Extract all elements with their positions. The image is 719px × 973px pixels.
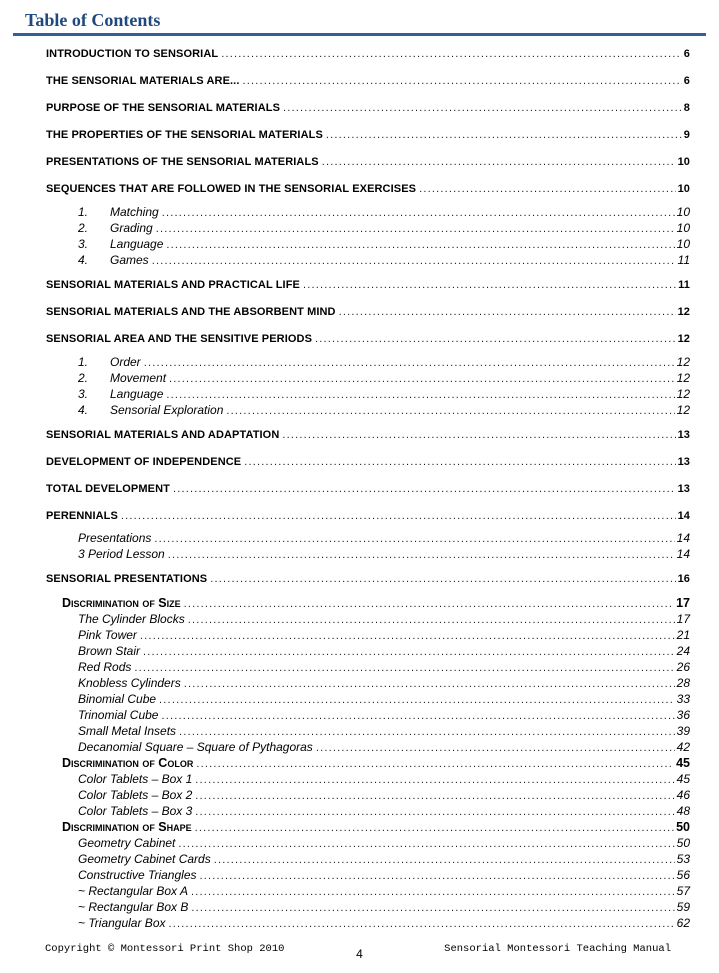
dot-leader — [159, 692, 675, 708]
toc-entry-page: 24 — [676, 644, 690, 658]
toc-entry-page: 6 — [683, 48, 690, 60]
toc-entry-label: Geometry Cabinet Cards — [78, 852, 211, 866]
toc-entry-page: 26 — [676, 660, 690, 674]
toc-entry-label: Discrimination of Color — [62, 756, 194, 770]
dot-leader — [283, 100, 682, 116]
toc-entry-label: Decanomial Square – Square of Pythagoras — [78, 740, 313, 754]
toc-entry-page: 6 — [683, 75, 690, 87]
footer-page-number: 4 — [356, 947, 363, 961]
dot-leader — [196, 756, 674, 772]
toc-entry-page: 42 — [676, 740, 690, 754]
toc-entry[interactable] — [46, 596, 690, 612]
toc-entry-page: 13 — [677, 456, 690, 468]
dot-leader — [134, 660, 674, 676]
toc-entry[interactable] — [46, 884, 690, 900]
toc-entry-page: 14 — [676, 547, 690, 561]
dot-leader — [143, 644, 675, 660]
toc-entry-page: 28 — [676, 676, 690, 690]
toc-entry[interactable] — [46, 403, 690, 419]
dot-leader — [200, 868, 675, 884]
table-of-contents — [46, 46, 690, 932]
toc-entry-label: PURPOSE OF THE SENSORIAL MATERIALS — [46, 102, 281, 114]
toc-entry-label: Grading — [110, 221, 153, 235]
toc-entry-label: Movement — [110, 371, 167, 385]
dot-leader — [169, 371, 675, 387]
toc-entry[interactable] — [46, 221, 690, 237]
toc-entry[interactable] — [46, 628, 690, 644]
toc-entry[interactable] — [46, 100, 690, 116]
toc-entry-page: 13 — [677, 483, 690, 495]
dot-leader — [184, 676, 675, 692]
toc-entry-label: Language — [110, 237, 164, 251]
toc-entry-page: 45 — [676, 756, 690, 770]
dot-leader — [242, 73, 681, 89]
toc-entry-label: SEQUENCES THAT ARE FOLLOWED IN THE SENSORIAL EXERCISES — [46, 183, 417, 195]
toc-entry-page: 17 — [676, 596, 690, 610]
toc-entry[interactable] — [46, 304, 690, 320]
dot-leader — [244, 454, 675, 470]
toc-entry-page: 50 — [676, 836, 690, 850]
toc-entry[interactable] — [46, 820, 690, 836]
toc-entry-label: Sensorial Exploration — [110, 403, 224, 417]
toc-entry-label: Trinomial Cube — [78, 708, 159, 722]
toc-entry-number: 3. — [78, 237, 89, 251]
page-footer — [0, 943, 719, 961]
toc-entry-page: 50 — [676, 820, 690, 834]
toc-entry-label: TOTAL DEVELOPMENT — [46, 483, 170, 495]
toc-entry-number: 2. — [78, 221, 89, 235]
toc-entry[interactable] — [46, 852, 690, 868]
toc-entry[interactable] — [46, 612, 690, 628]
dot-leader — [140, 628, 675, 644]
toc-entry-label: Brown Stair — [78, 644, 141, 658]
dot-leader — [156, 221, 675, 237]
dot-leader — [322, 154, 676, 170]
toc-entry[interactable] — [46, 331, 690, 347]
toc-entry-label: Binomial Cube — [78, 692, 157, 706]
dot-leader — [166, 387, 674, 403]
toc-entry-page: 8 — [683, 102, 690, 114]
dot-leader — [179, 724, 675, 740]
toc-entry-page: 56 — [676, 868, 690, 882]
toc-entry-number: 3. — [78, 387, 89, 401]
toc-entry-page: 12 — [676, 355, 690, 369]
dot-leader — [315, 331, 676, 347]
toc-entry-label: SENSORIAL PRESENTATIONS — [46, 573, 208, 585]
dot-leader — [282, 427, 675, 443]
toc-entry-label: The Cylinder Blocks — [78, 612, 185, 626]
toc-entry-label: DEVELOPMENT OF INDEPENDENCE — [46, 456, 242, 468]
dot-leader — [144, 355, 675, 371]
toc-entry-page: 39 — [676, 724, 690, 738]
toc-entry[interactable] — [46, 740, 690, 756]
toc-entry-label: Color Tablets – Box 1 — [78, 772, 193, 786]
toc-entry-label: Constructive Triangles — [78, 868, 197, 882]
toc-entry-number: 1. — [78, 205, 89, 219]
dot-leader — [191, 900, 674, 916]
dot-leader — [419, 181, 675, 197]
toc-entry-label: Presentations — [78, 531, 152, 545]
toc-entry-page: 10 — [676, 205, 690, 219]
toc-entry[interactable] — [46, 916, 690, 932]
toc-entry[interactable] — [46, 676, 690, 692]
toc-entry-number: 2. — [78, 371, 89, 385]
toc-entry[interactable] — [46, 660, 690, 676]
toc-entry[interactable] — [46, 836, 690, 852]
dot-leader — [195, 788, 674, 804]
toc-entry[interactable] — [46, 547, 690, 563]
toc-entry-page: 16 — [677, 573, 690, 585]
toc-entry-label: THE PROPERTIES OF THE SENSORIAL MATERIALS — [46, 129, 323, 141]
toc-entry[interactable] — [46, 277, 690, 293]
toc-entry-label: Order — [110, 355, 141, 369]
toc-entry[interactable] — [46, 127, 690, 143]
toc-entry-number: 4. — [78, 253, 89, 267]
dot-leader — [154, 531, 674, 547]
dot-leader — [316, 740, 675, 756]
toc-entry[interactable] — [46, 788, 690, 804]
dot-leader — [178, 836, 674, 852]
toc-entry-label: Language — [110, 387, 164, 401]
toc-entry-label: Geometry Cabinet — [78, 836, 176, 850]
toc-entry[interactable] — [46, 644, 690, 660]
toc-entry-label: Color Tablets – Box 3 — [78, 804, 193, 818]
toc-entry-page: 11 — [678, 279, 690, 291]
toc-entry-page: 9 — [683, 129, 690, 141]
dot-leader — [214, 852, 675, 868]
toc-entry-label: PRESENTATIONS OF THE SENSORIAL MATERIALS — [46, 156, 319, 168]
toc-entry-label: Discrimination of Shape — [62, 820, 192, 834]
toc-entry[interactable] — [46, 427, 690, 443]
toc-entry-label: ~ Rectangular Box A — [78, 884, 188, 898]
footer-doc-title: Sensorial Montessori Teaching Manual — [444, 943, 671, 955]
toc-entry-page: 12 — [677, 306, 690, 318]
toc-entry-label: Small Metal Insets — [78, 724, 177, 738]
toc-entry-page: 10 — [677, 156, 690, 168]
toc-entry-label: Games — [110, 253, 149, 267]
toc-entry-page: 59 — [676, 900, 690, 914]
toc-entry-page: 33 — [676, 692, 690, 706]
toc-entry-label: Knobless Cylinders — [78, 676, 181, 690]
toc-entry[interactable] — [46, 508, 690, 524]
toc-entry-page: 46 — [676, 788, 690, 802]
toc-entry-label: INTRODUCTION TO SENSORIAL — [46, 48, 219, 60]
toc-entry-label: Color Tablets – Box 2 — [78, 788, 193, 802]
toc-entry-page: 12 — [677, 333, 690, 345]
toc-entry-label: SENSORIAL AREA AND THE SENSITIVE PERIODS — [46, 333, 313, 345]
toc-entry-label: Pink Tower — [78, 628, 137, 642]
toc-entry-label: PERENNIALS — [46, 510, 118, 522]
toc-entry-label: ~ Triangular Box — [78, 916, 166, 930]
dot-leader — [195, 804, 674, 820]
toc-entry-page: 48 — [676, 804, 690, 818]
toc-entry-page: 14 — [676, 531, 690, 545]
toc-entry[interactable] — [46, 772, 690, 788]
toc-entry[interactable] — [46, 708, 690, 724]
dot-leader — [195, 772, 674, 788]
dot-leader — [303, 277, 676, 293]
dot-leader — [326, 127, 682, 143]
toc-entry[interactable] — [46, 46, 690, 62]
dot-leader — [121, 508, 676, 524]
toc-entry-page: 17 — [676, 612, 690, 626]
toc-entry-page: 10 — [677, 183, 690, 195]
toc-entry[interactable] — [46, 73, 690, 89]
toc-entry-page: 12 — [676, 387, 690, 401]
toc-entry[interactable] — [46, 181, 690, 197]
toc-entry-page: 21 — [676, 628, 690, 642]
document-page — [0, 10, 719, 961]
toc-entry-page: 62 — [676, 916, 690, 930]
toc-entry-number: 1. — [78, 355, 89, 369]
toc-entry-page: 12 — [676, 371, 690, 385]
dot-leader — [226, 403, 674, 419]
toc-entry-label: THE SENSORIAL MATERIALS ARE... — [46, 75, 240, 87]
toc-entry-label: Red Rods — [78, 660, 132, 674]
toc-entry[interactable] — [46, 355, 690, 371]
toc-entry[interactable] — [46, 253, 690, 269]
dot-leader — [161, 708, 674, 724]
toc-entry-page: 13 — [677, 429, 690, 441]
toc-entry[interactable] — [46, 804, 690, 820]
toc-entry[interactable] — [46, 692, 690, 708]
dot-leader — [162, 205, 675, 221]
toc-entry-label: Matching — [110, 205, 159, 219]
toc-entry[interactable] — [46, 371, 690, 387]
toc-entry[interactable] — [46, 868, 690, 884]
toc-entry-number: 4. — [78, 403, 89, 417]
toc-entry-page: 10 — [676, 221, 690, 235]
dot-leader — [188, 612, 675, 628]
toc-entry[interactable] — [46, 237, 690, 253]
dot-leader — [169, 916, 675, 932]
toc-entry-label: SENSORIAL MATERIALS AND PRACTICAL LIFE — [46, 279, 300, 291]
toc-entry-page: 36 — [676, 708, 690, 722]
toc-entry[interactable] — [46, 205, 690, 221]
dot-leader — [195, 820, 674, 836]
toc-entry[interactable] — [46, 900, 690, 916]
toc-entry-page: 53 — [676, 852, 690, 866]
dot-leader — [339, 304, 676, 320]
toc-entry[interactable] — [46, 481, 690, 497]
toc-entry-label: SENSORIAL MATERIALS AND THE ABSORBENT MIND — [46, 306, 336, 318]
dot-leader — [168, 547, 675, 563]
dot-leader — [210, 571, 675, 587]
toc-entry-page: 11 — [677, 253, 690, 267]
dot-leader — [173, 481, 676, 497]
toc-entry-page: 10 — [676, 237, 690, 251]
page-title: Table of Contents — [25, 10, 161, 30]
toc-entry-label: 3 Period Lesson — [78, 547, 165, 561]
toc-entry[interactable] — [46, 724, 690, 740]
toc-entry-label: ~ Rectangular Box B — [78, 900, 189, 914]
footer-copyright: Copyright © Montessori Print Shop 2010 — [45, 943, 285, 955]
dot-leader — [152, 253, 676, 269]
title-rule — [13, 33, 706, 36]
toc-entry-label: Discrimination of Size — [62, 596, 181, 610]
toc-entry[interactable] — [46, 571, 690, 587]
toc-entry-label: SENSORIAL MATERIALS AND ADAPTATION — [46, 429, 280, 441]
dot-leader — [221, 46, 682, 62]
toc-entry-page: 57 — [676, 884, 690, 898]
toc-entry[interactable] — [46, 756, 690, 772]
toc-entry[interactable] — [46, 454, 690, 470]
toc-entry-page: 14 — [677, 510, 690, 522]
toc-entry-page: 12 — [676, 403, 690, 417]
dot-leader — [191, 884, 675, 900]
dot-leader — [184, 596, 674, 612]
dot-leader — [166, 237, 674, 253]
toc-entry-page: 45 — [676, 772, 690, 786]
toc-entry[interactable] — [46, 531, 690, 547]
toc-entry[interactable] — [46, 387, 690, 403]
toc-entry[interactable] — [46, 154, 690, 170]
